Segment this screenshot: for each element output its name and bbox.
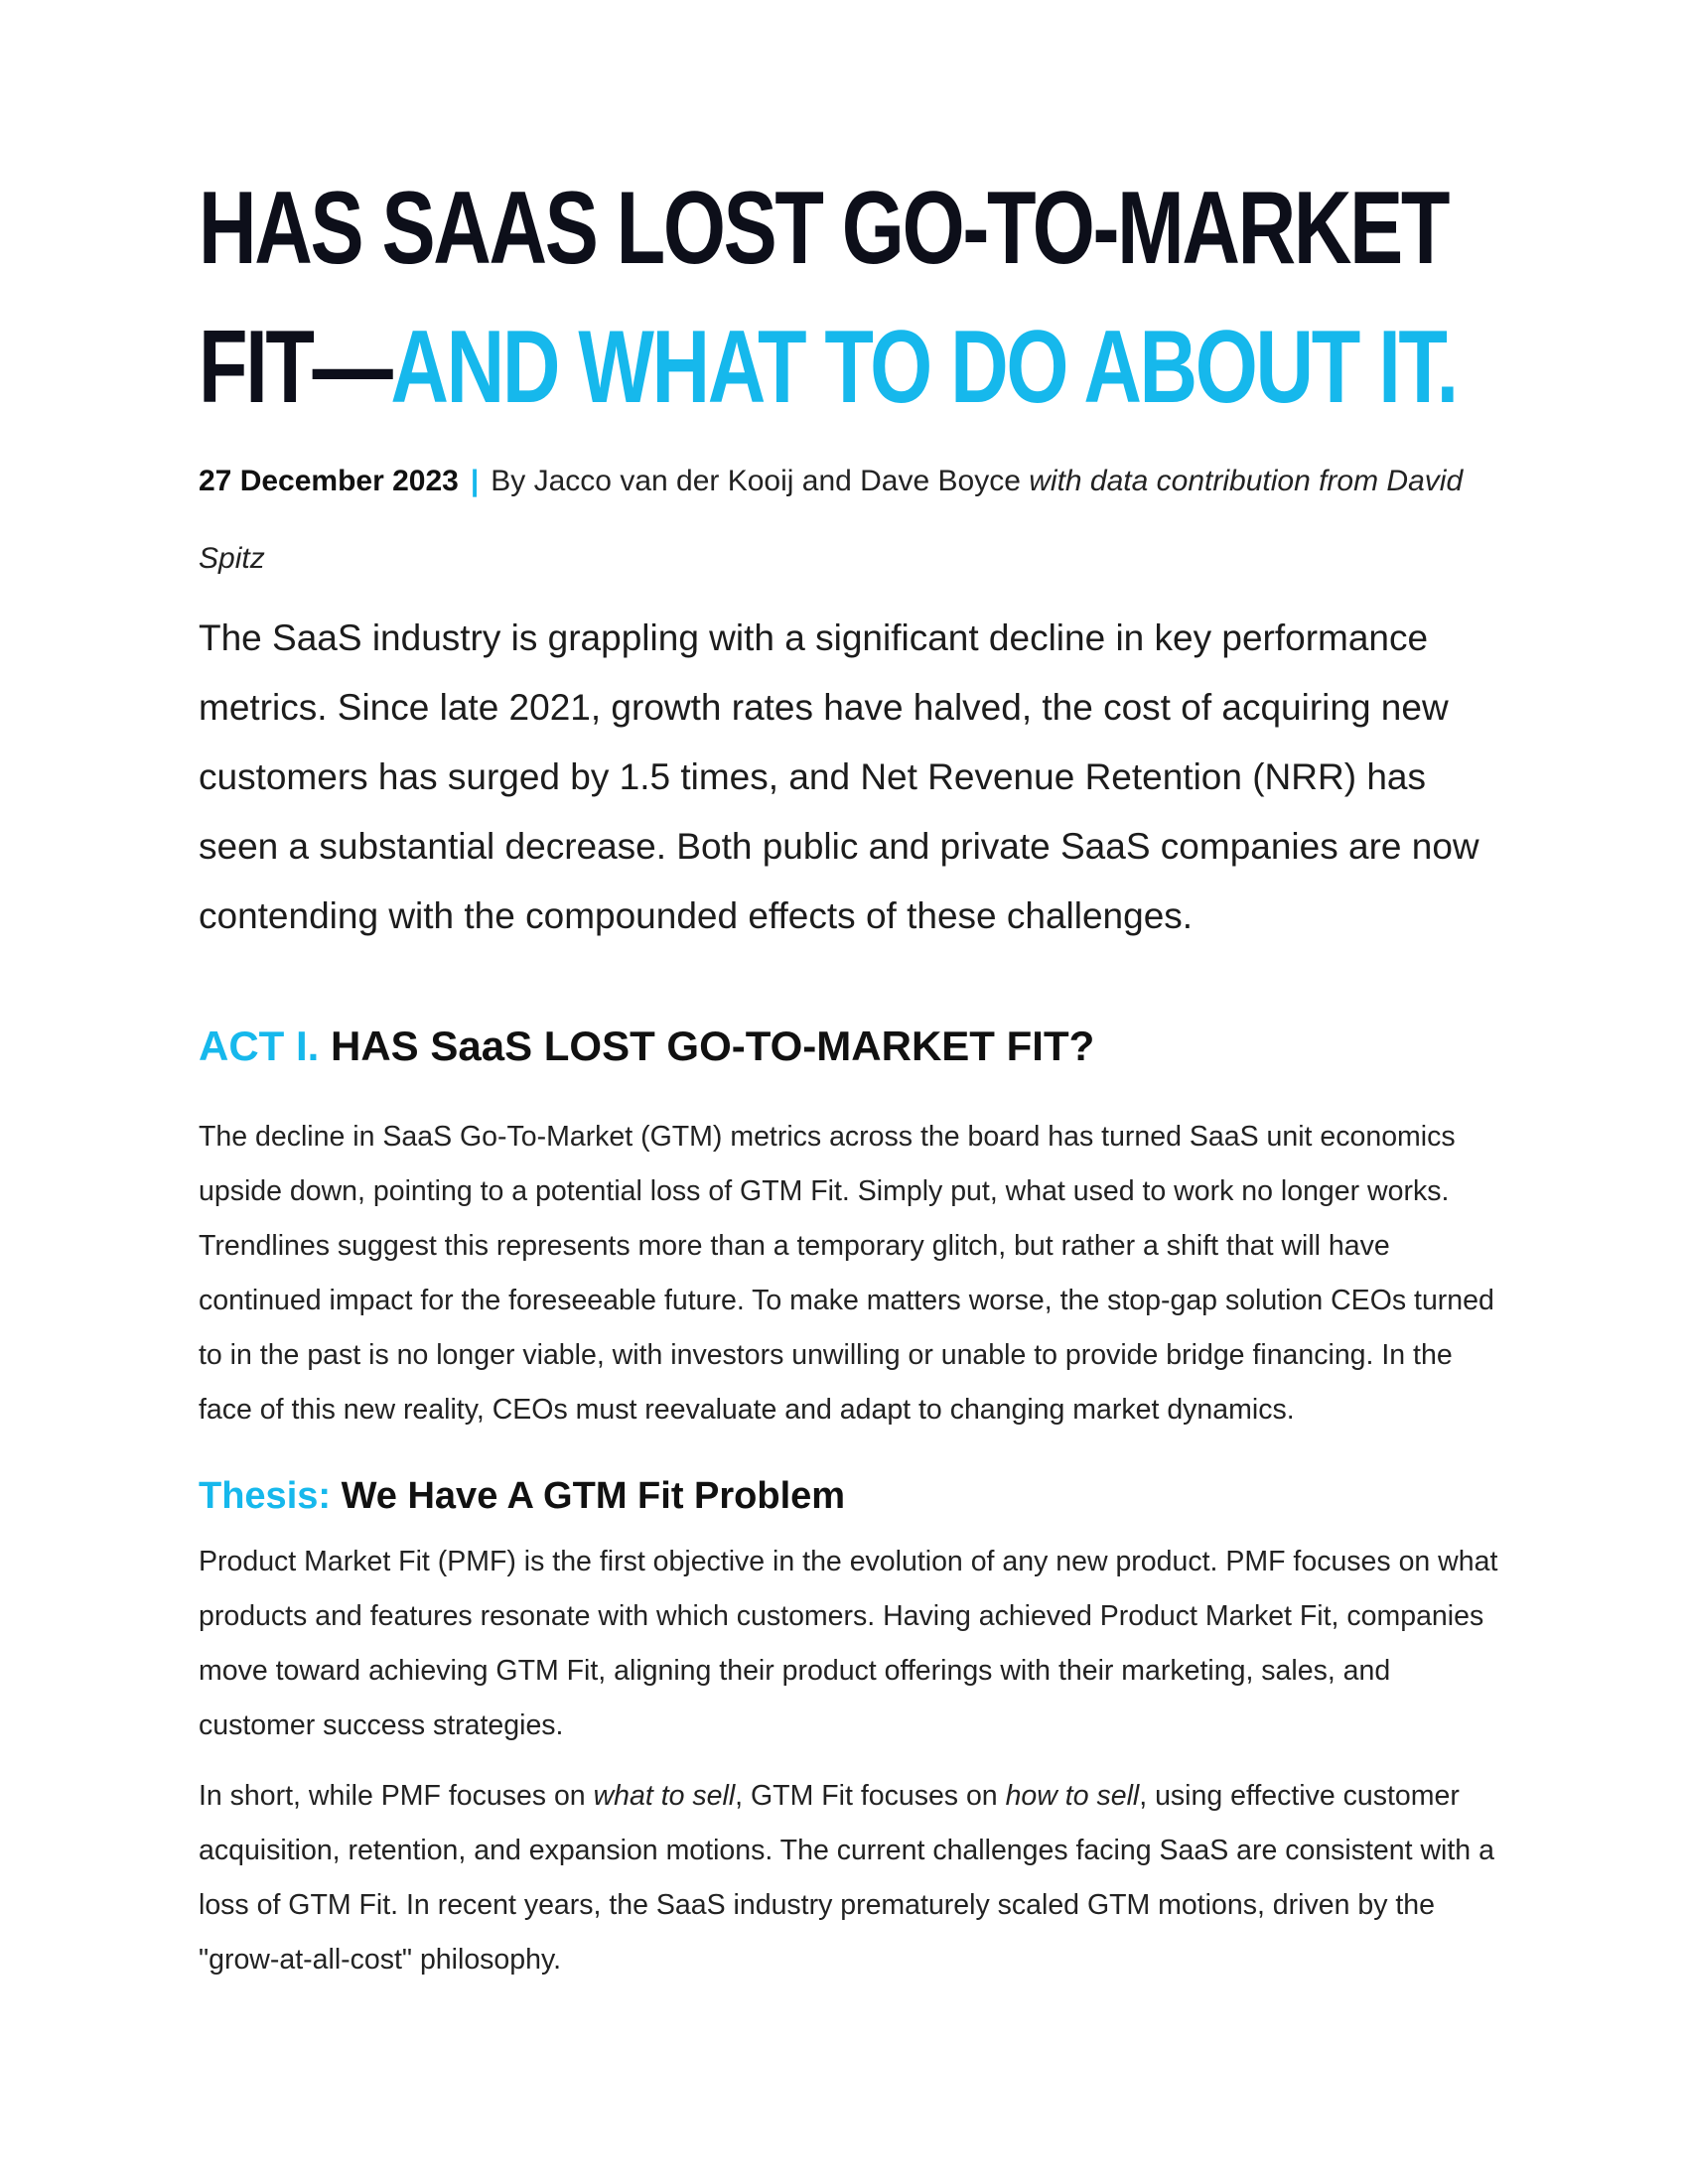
title-line-2-dark: FIT—: [199, 310, 391, 425]
article: [199, 159, 1499, 1987]
thesis-paragraph-2: [199, 1769, 1499, 1987]
thesis-heading: [199, 1471, 1499, 1521]
act-1-heading: [199, 1019, 1499, 1074]
act-1-title: HAS SaaS LOST GO-TO-MARKET FIT?: [331, 1023, 1095, 1069]
title-line-2-accent: AND WHAT TO DO ABOUT IT.: [390, 310, 1457, 425]
lead-paragraph: The SaaS industry is grappling with a significant decline in key performance metrics. Since late 2021, growth rates have halved, the cost of acquiring new customers has surged by 1.5 times, and Net Revenue Retention (NRR) has seen a substantial decrease. Both public and private SaaS companies are now contending with the compounded effects of these challenges.: [199, 617, 1479, 936]
what-to-sell-emphasis: what to sell: [593, 1780, 736, 1812]
data-contribution: with data contribution from David Spitz: [199, 465, 1464, 575]
thesis-title: We Have A GTM Fit Problem: [341, 1475, 846, 1517]
publish-date: 27 December 2023: [199, 465, 459, 497]
byline: [199, 443, 1499, 598]
authors: By Jacco van der Kooij and Dave Boyce: [491, 465, 1021, 497]
act-1-paragraph: The decline in SaaS Go-To-Market (GTM) metrics across the board has turned SaaS unit economics upside down, pointing to a potential loss of GTM Fit. Simply put, what used to work no longer works. Trendlines suggest this represents more than a temporary glitch, but rather a shift that will have continued impact for the foreseeable future. To make matters worse, the stop-gap solution CEOs turned to in the past is no longer viable, with investors unwilling or unable to provide bridge financing. In the face of this new reality, CEOs must reevaluate and adapt to changing market dynamics.: [199, 1121, 1494, 1426]
act-1-label: ACT I.: [199, 1023, 320, 1069]
thesis-label: Thesis:: [199, 1475, 332, 1517]
how-to-sell-emphasis: how to sell: [1005, 1780, 1140, 1812]
thesis-p2-part-b: , GTM Fit focuses on: [735, 1780, 1006, 1812]
article-title: [199, 159, 1515, 437]
thesis-p2-part-a: In short, while PMF focuses on: [199, 1780, 594, 1812]
thesis-p2-part-c: , using effective customer acquisition, retention, and expansion motions. The current challenges facing SaaS are consistent with a loss of GTM Fit. In recent years, the SaaS industry prematurely scaled GTM motions, driven by the "grow-at-all-cost" philosophy.: [199, 1780, 1494, 1976]
title-line-1: HAS SAAS LOST GO-TO-MARKET: [199, 171, 1449, 286]
byline-separator: |: [470, 465, 480, 497]
thesis-paragraph-1: Product Market Fit (PMF) is the first objective in the evolution of any new product. PMF focuses on what products and features resonate with which customers. Having achieved Product Market Fit, companies move toward achieving GTM Fit, aligning their product offerings with their marketing, sales, and customer success strategies.: [199, 1546, 1498, 1741]
